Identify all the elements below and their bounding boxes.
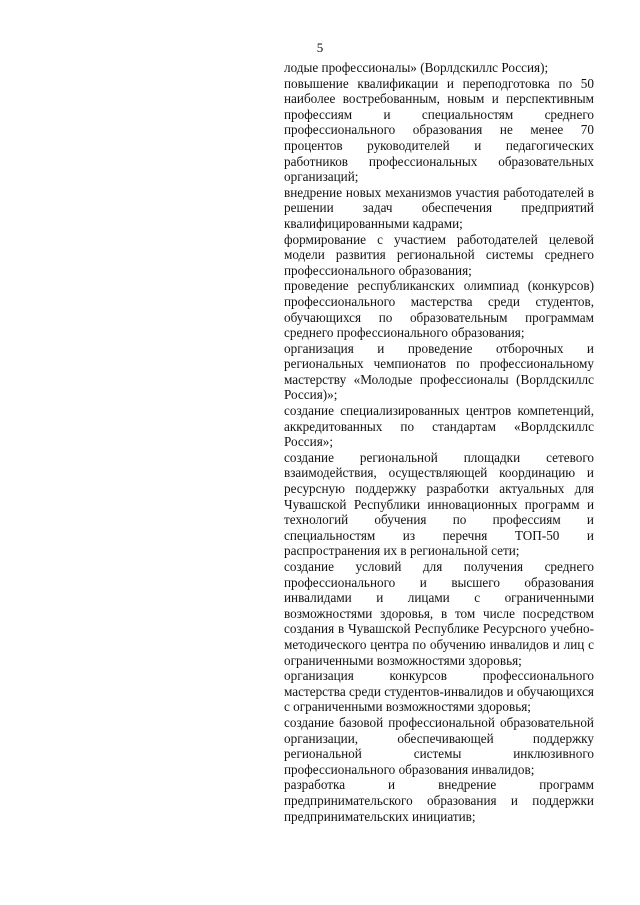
paragraph: создание условий для получения среднего профессионального и высшего образования инвалидами и лицами с ограниченными возможностями здоровья, в том числе посредством создания в Чувашской Республике Ресурсного учебно-методического центра по обучению инвалидов и лиц с ограниченными возможностями здоровья; <box>284 559 594 668</box>
paragraph: проведение республиканских олимпиад (конкурсов) профессионального мастерства среди студентов, обучающихся по образовательным программам среднего профессионального образования; <box>284 278 594 341</box>
paragraph: разработка и внедрение программ предпринимательского образования и поддержки предпринимательских инициатив; <box>284 777 594 824</box>
text-column <box>284 60 594 824</box>
paragraph: создание специализированных центров компетенций, аккредитованных по стандартам «Ворлдскиллс Россия»; <box>284 403 594 450</box>
paragraph: создание региональной площадки сетевого взаимодействия, осуществляющей координацию и ресурсную поддержку разработки актуальных для Чувашской Республики инновационных программ и технологий обучения по профессиям и специальностям из перечня ТОП-50 и распространения их в региональной сети; <box>284 449 594 559</box>
paragraph: лодые профессионалы» (Ворлдскиллс Россия); <box>284 60 549 75</box>
paragraph: организация и проведение отборочных и региональных чемпионатов по профессиональному мастерству «Молодые профессионалы (Ворлдскиллс Россия)»; <box>284 340 594 403</box>
page-number: 5 <box>316 40 324 55</box>
paragraph: формирование с участием работодателей целевой модели развития региональной системы среднего профессионального образования; <box>284 231 594 278</box>
paragraph: повышение квалификации и переподготовка по 50 наиболее востребованным, новым и перспективным профессиям и специальностям среднего профессионального образования не менее 70 процентов руководителей и педагогических работников профессиональных образовательных организаций; <box>284 75 594 185</box>
paragraph: создание базовой профессиональной образовательной организации, обеспечивающей поддержку региональной системы инклюзивного профессионального образования инвалидов; <box>284 714 594 777</box>
paragraph: организация конкурсов профессионального мастерства среди студентов-инвалидов и обучающихся с ограниченными возможностями здоровья; <box>284 668 594 715</box>
paragraph: внедрение новых механизмов участия работодателей в решении задач обеспечения предприятий квалифицированными кадрами; <box>284 184 594 231</box>
